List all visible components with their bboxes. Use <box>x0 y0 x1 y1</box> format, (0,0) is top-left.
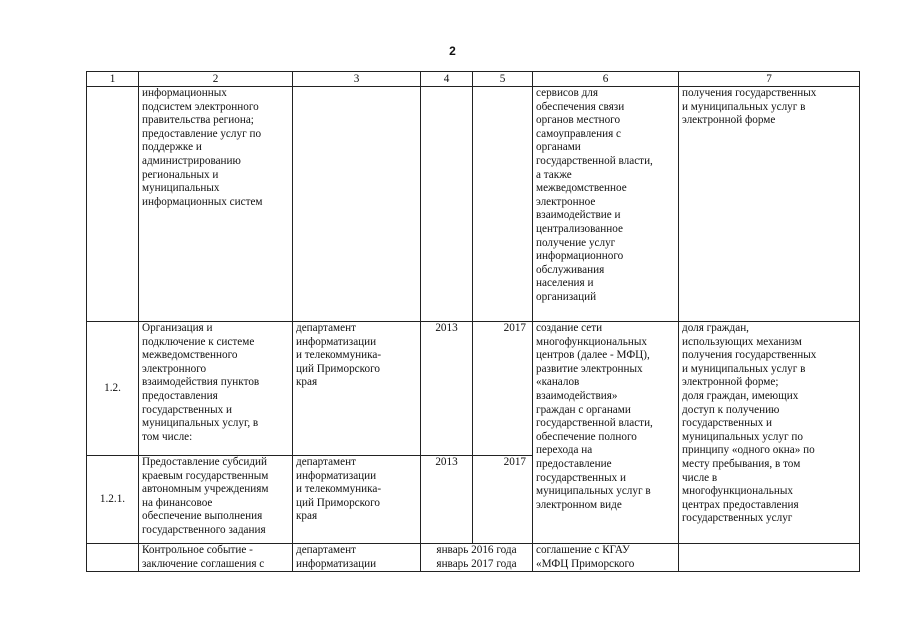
header-col-7: 7 <box>679 72 860 87</box>
table-row-control-event <box>87 544 860 572</box>
header-col-1: 1 <box>87 72 139 87</box>
cell-measure: Предоставление субсидий краевым государственным автономным учреждениям на финансовое обеспечение выполнения государственного задания <box>139 456 293 544</box>
cell-result: создание сети многофункциональных центров (далее - МФЦ), развитие электронных «каналов взаимодействия» граждан с органами государственной власти, обеспечение полного переходa на предоставление государственных и муниципальных услуг в электронном виде <box>533 322 679 544</box>
cell-end <box>473 87 533 322</box>
cell-measure: Контрольное событие - заключение соглашения с <box>139 544 293 572</box>
program-table <box>86 71 860 572</box>
cell-dates: январь 2016 года январь 2017 года <box>421 544 533 572</box>
cell-start: 2013 <box>421 456 473 544</box>
cell-num <box>87 87 139 322</box>
header-row <box>87 72 860 87</box>
header-col-6: 6 <box>533 72 679 87</box>
header-col-5: 5 <box>473 72 533 87</box>
cell-num: 1.2.1. <box>87 456 139 544</box>
table-row-continued <box>87 87 860 322</box>
cell-start: 2013 <box>421 322 473 456</box>
cell-num <box>87 544 139 572</box>
cell-executor: департамент информатизации <box>293 544 421 572</box>
cell-num: 1.2. <box>87 322 139 456</box>
header-col-2: 2 <box>139 72 293 87</box>
cell-executor: департамент информатизации и телекоммуника- ций Приморского края <box>293 322 421 456</box>
cell-measure: информационных подсистем электронного правительства региона; предоставление услуг по поддержке и администрированию региональных и муниципальных информационных систем <box>139 87 293 322</box>
header-col-4: 4 <box>421 72 473 87</box>
cell-result: соглашение с КГАУ «МФЦ Приморского <box>533 544 679 572</box>
cell-measure: Организация и подключение к системе межведомственного электронного взаимодействия пунктов предоставления государственных и муниципальных услуг, в том числе: <box>139 322 293 456</box>
header-col-3: 3 <box>293 72 421 87</box>
cell-result: сервисов для обеспечения связи органов местного самоуправления с органами государственной власти, а также межведомственное электронное взаимодействие и централизованное получение услуг информационного обслуживания населения и организаций <box>533 87 679 322</box>
cell-indicator: получения государственных и муниципальных услуг в электронной форме <box>679 87 860 322</box>
cell-start <box>421 87 473 322</box>
cell-indicator <box>679 544 860 572</box>
cell-executor <box>293 87 421 322</box>
cell-end: 2017 <box>473 322 533 456</box>
cell-end: 2017 <box>473 456 533 544</box>
page-number: 2 <box>449 44 456 58</box>
cell-executor: департамент информатизации и телекоммуника- ций Приморского края <box>293 456 421 544</box>
table-row-1-2 <box>87 322 860 456</box>
cell-indicator: доля граждан, использующих механизм получения государственных и муниципальных услуг в электронной форме; доля граждан, имеющих доступ к получению государственных и муниципальных услуг по принципу «одного окна» по месту пребывания, в том числе в многофункциональных центрах предоставления государственных услуг <box>679 322 860 544</box>
